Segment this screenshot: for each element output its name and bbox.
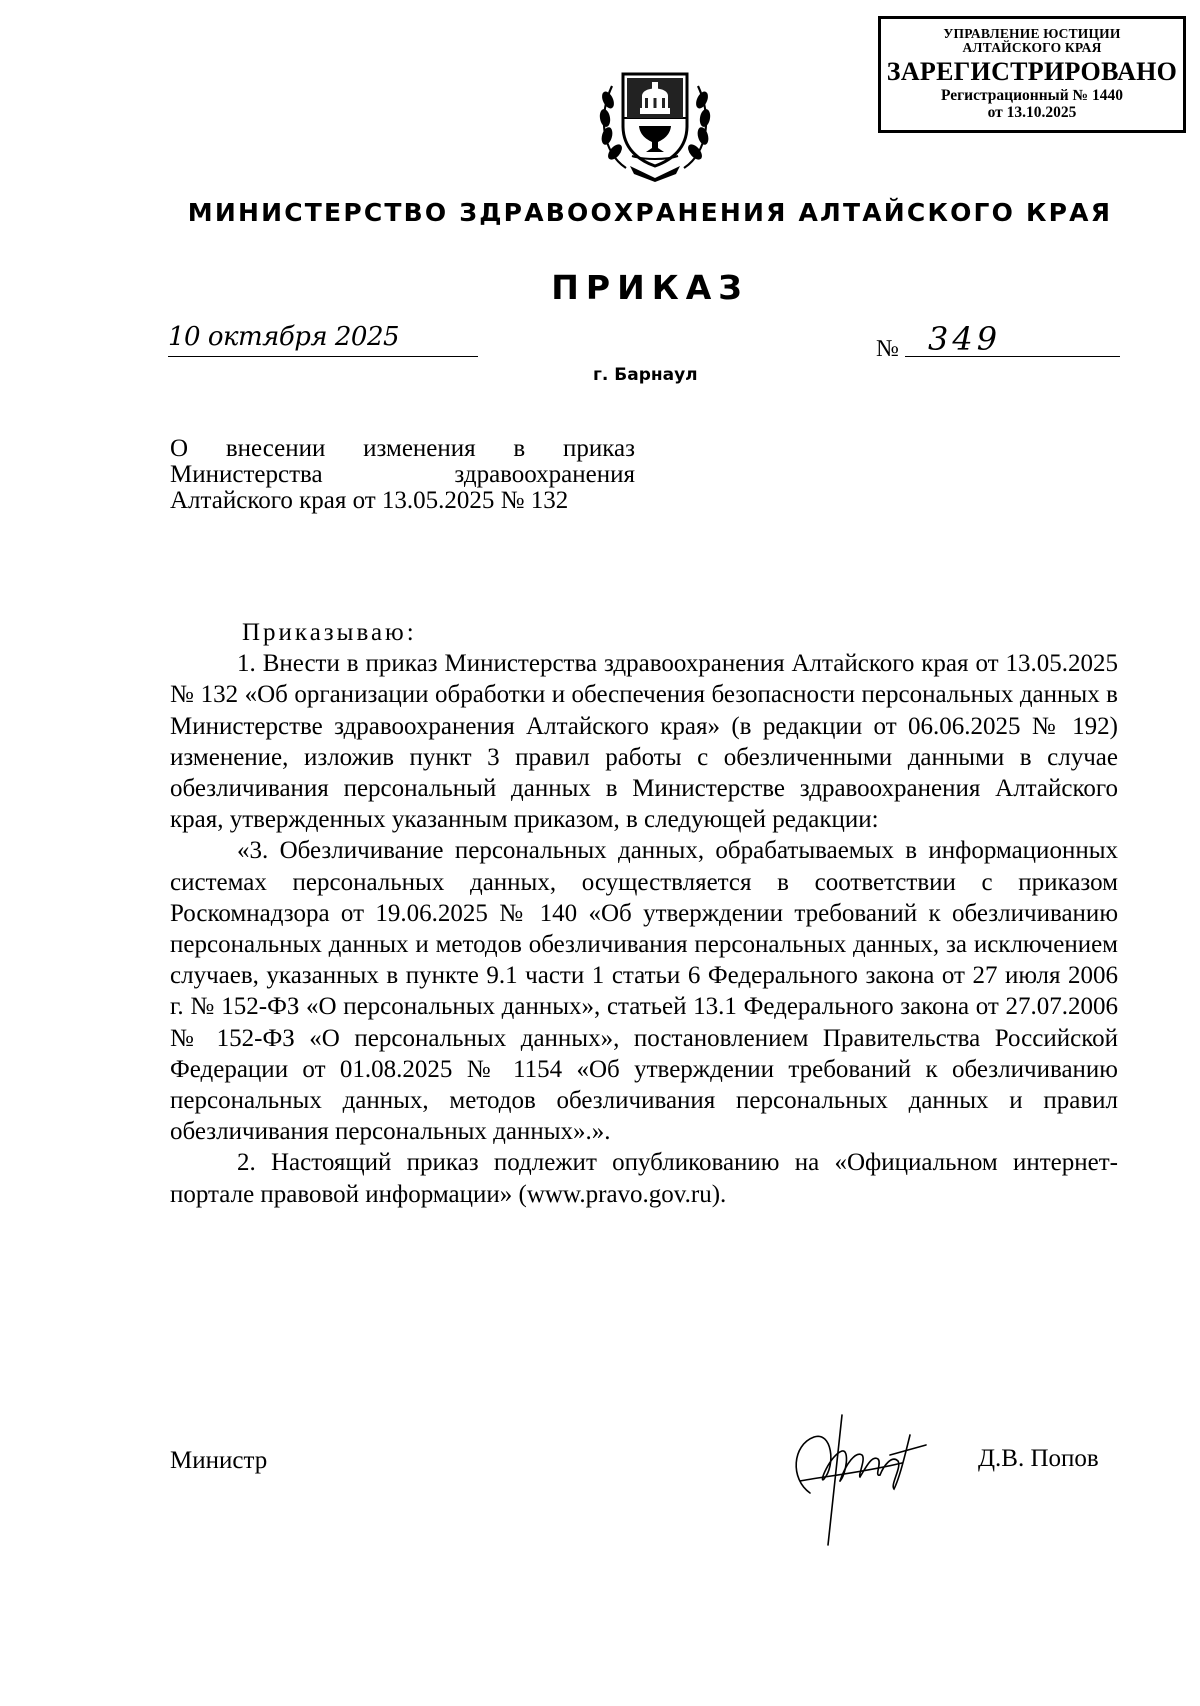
stamp-status: ЗАРЕГИСТРИРОВАНО (886, 57, 1178, 86)
stamp-reg-date: от 13.10.2025 (987, 104, 1077, 121)
handwritten-signature (770, 1385, 940, 1555)
registration-stamp (878, 16, 1186, 133)
subject-line-2: Министерства здравоохранения (170, 461, 635, 488)
subject-line-1: О внесении изменения в приказ (170, 435, 635, 462)
handwritten-date: 10 октября 2025 (168, 320, 478, 357)
coat-of-arms-emblem (596, 56, 714, 182)
order-subject (170, 436, 635, 514)
subject-line-3: Алтайского края от 13.05.2025 № 132 (170, 487, 569, 514)
order-item-2: 2. Настоящий приказ подлежит опубликованию на «Официальном интернет-портале правовой информации» (www.pravo.gov.ru). (170, 1149, 1118, 1208)
signer-position: Министр (170, 1447, 268, 1474)
stamp-org-line-1: УПРАВЛЕНИЕ ЮСТИЦИИ (943, 26, 1121, 41)
order-item-1-quote: «3. Обезличивание персональных данных, обрабатываемых в информационных системах персональных данных, осуществляется в соответствии с приказом Роскомнадзора от 19.06.2025 № 140 «Об утверждении требований к обезличиванию персональных данных и методов обезличивания персональных данных, за исключением случаев, указанных в пункте 9.1 части 1 статьи 6 Федерального закона от 27 июля 2006 г. № 152-ФЗ «О персональных данных», статьей 13.1 Федерального закона от 27.07.2006 № 152-ФЗ «О персональных данных», постановлением Правительства Российской Федерации от 01.08.2025 № 1154 «Об утверждении требований к обезличиванию персональных данных, методов обезличивания персональных данных и правил обезличивания персональных данных».». (170, 837, 1118, 1146)
order-item-1: 1. Внести в приказ Министерства здравоохранения Алтайского края от 13.05.2025 № 132 «Об организации обработки и обеспечения безопасности персональных данных в Министерстве здравоохранения Алтайского края» (в редакции от 06.06.2025 № 192) изменение, изложив пункт 3 правил работы с обезличенными данными в случае обезличивания персональный данных в Министерстве здравоохранения Алтайского края, утвержденных указанным приказом, в следующей редакции: (170, 650, 1118, 834)
stamp-org-line-2: АЛТАЙСКОГО КРАЯ (962, 40, 1102, 55)
handwritten-number: 349 (928, 320, 1002, 358)
ministry-heading: МИНИСТЕРСТВО ЗДРАВООХРАНЕНИЯ АЛТАЙСКОГО КРАЯ (187, 198, 1113, 227)
signer-name: Д.В. Попов (978, 1445, 1099, 1472)
number-sign: № (876, 336, 899, 362)
order-word: Приказываю: (242, 619, 417, 646)
document-type-title: ПРИКАЗ (551, 268, 749, 307)
stamp-reg-number: Регистрационный № 1440 (941, 87, 1123, 104)
order-body (170, 617, 1118, 1210)
city-label: г. Барнаул (593, 365, 698, 385)
